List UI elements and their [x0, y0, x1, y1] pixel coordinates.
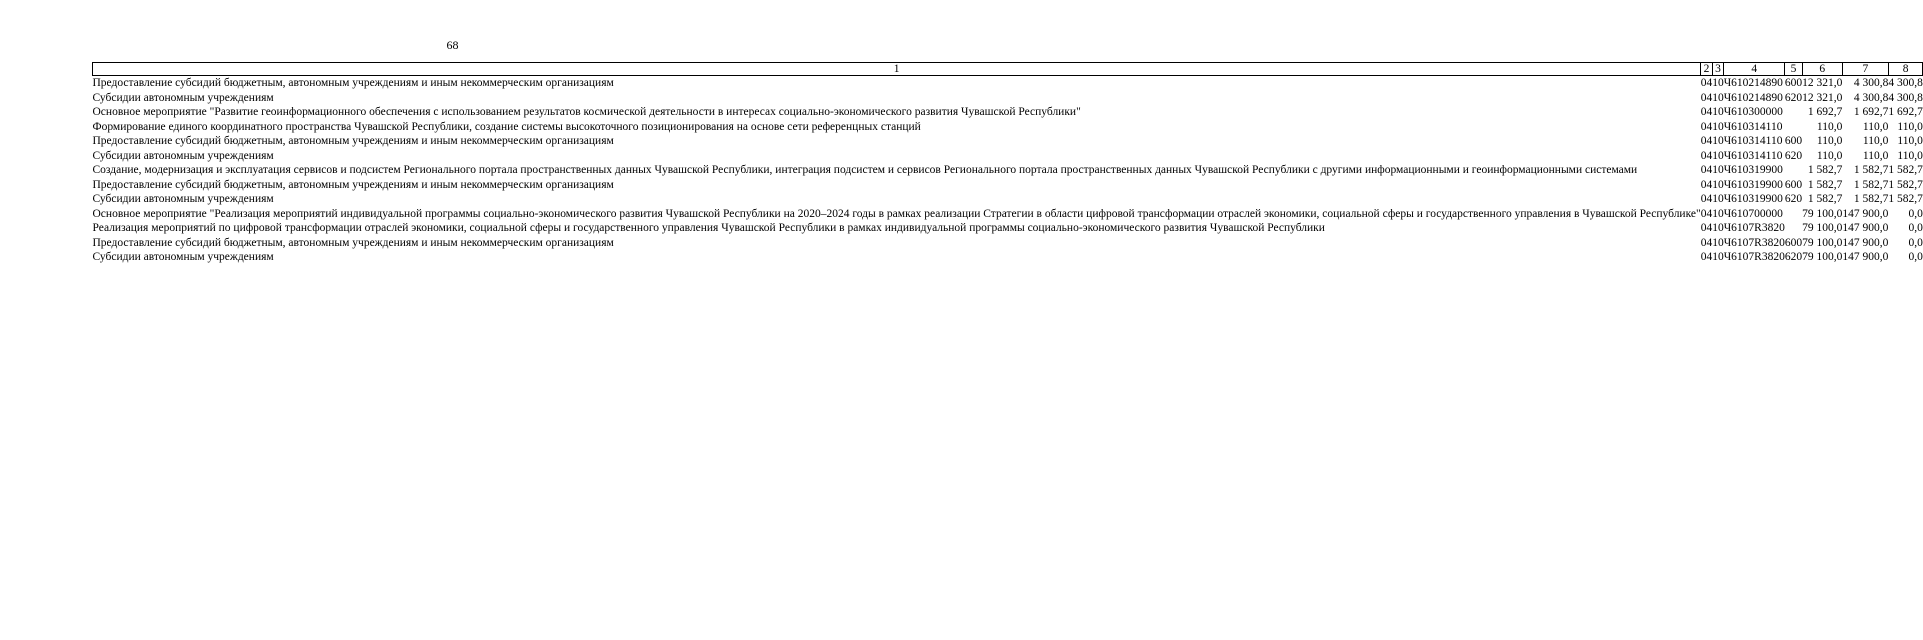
row-value-col6: 110,0 [1816, 135, 1843, 147]
row-value-col7: 110,0 [1862, 149, 1889, 162]
table-row [93, 120, 1923, 135]
row-target-article: Ч610319900 [1723, 193, 1783, 205]
row-subsection: 10 [1712, 149, 1724, 162]
row-section: 04 [1700, 251, 1713, 263]
header-col-4: 4 [1724, 63, 1785, 76]
row-name: Субсидии автономным учреждениям [92, 91, 274, 104]
row-value-col7: 1 582,7 [1853, 164, 1889, 176]
row-value-col7: 147 900,0 [1842, 207, 1889, 220]
row-value-col7: 1 582,7 [1853, 178, 1889, 191]
row-value-col7: 1 692,7 [1853, 106, 1889, 118]
row-value-col7: 110,0 [1862, 120, 1889, 133]
row-subsection: 10 [1712, 236, 1724, 249]
row-target-article: Ч610314110 [1723, 135, 1783, 147]
row-target-article: Ч610314110 [1723, 120, 1783, 133]
row-target-article: Ч610319900 [1723, 178, 1783, 191]
table-row [93, 207, 1923, 222]
row-section: 04 [1700, 77, 1713, 89]
header-row [93, 63, 1923, 76]
row-subsection: 10 [1712, 207, 1724, 220]
row-value-col7: 4 300,8 [1853, 77, 1889, 89]
row-value-col7: 110,0 [1862, 135, 1889, 147]
row-target-article: Ч6107R3820 [1723, 251, 1785, 263]
row-subsection: 10 [1712, 120, 1724, 133]
row-section: 04 [1700, 135, 1713, 147]
row-value-col6: 79 100,0 [1802, 207, 1843, 220]
row-section: 04 [1700, 91, 1713, 104]
table-row [93, 105, 1923, 120]
row-name: Предоставление субсидий бюджетным, автономным учреждениям и иным некоммерческим организациям [92, 178, 614, 191]
row-value-col6: 1 582,7 [1807, 178, 1843, 191]
row-section: 04 [1700, 178, 1713, 191]
row-subsection: 10 [1712, 178, 1724, 191]
row-section: 04 [1700, 164, 1713, 176]
budget-table [92, 62, 1923, 265]
row-name: Формирование единого координатного пространства Чувашской Республики, создание системы высокоточного позиционирования на основе сети референцных станций [92, 120, 921, 133]
row-expense-type: 620 [1784, 91, 1803, 104]
table-row [93, 91, 1923, 106]
row-name: Предоставление субсидий бюджетным, автономным учреждениям и иным некоммерческим организациям [92, 135, 614, 147]
row-name: Основное мероприятие "Реализация мероприятий индивидуальной программы социально-экономического развития Чувашской Республики на 2020–2024 годы в рамках реализации Стратегии в области цифровой трансформации отраслей экономики, социальной сферы и государственного управления в Чувашской Республике" [92, 207, 1701, 220]
row-expense-type: 620 [1784, 251, 1803, 263]
header-col-2: 2 [1701, 63, 1713, 76]
table-row [93, 178, 1923, 193]
row-expense-type: 620 [1784, 149, 1803, 162]
row-value-col8: 4 300,8 [1888, 91, 1923, 104]
header-col-1: 1 [93, 63, 1701, 76]
row-expense-type [1785, 207, 1802, 222]
row-name: Предоставление субсидий бюджетным, автономным учреждениям и иным некоммерческим организациям [92, 236, 614, 249]
row-value-col8: 0,0 [1908, 251, 1923, 263]
row-section: 04 [1700, 120, 1713, 133]
row-name: Субсидии автономным учреждениям [92, 149, 274, 162]
row-value-col6: 1 582,7 [1807, 193, 1843, 205]
header-col-3: 3 [1712, 63, 1724, 76]
row-section: 04 [1700, 207, 1713, 220]
row-value-col8: 110,0 [1897, 149, 1923, 162]
table-row [93, 250, 1923, 265]
row-value-col6: 79 100,0 [1802, 236, 1843, 249]
row-target-article: Ч6107R3820 [1723, 222, 1785, 234]
row-expense-type: 600 [1784, 236, 1803, 249]
row-subsection: 10 [1712, 164, 1724, 176]
row-expense-type: 600 [1784, 77, 1803, 89]
row-value-col8: 110,0 [1897, 135, 1923, 147]
row-value-col7: 1 582,7 [1853, 193, 1889, 205]
row-subsection: 10 [1712, 77, 1724, 89]
row-value-col6: 1 582,7 [1807, 164, 1843, 176]
row-value-col8: 1 582,7 [1888, 193, 1923, 205]
row-value-col8: 110,0 [1897, 120, 1923, 133]
row-value-col8: 1 582,7 [1888, 164, 1923, 176]
table-body [93, 76, 1923, 265]
row-value-col8: 1 692,7 [1888, 106, 1923, 118]
row-expense-type: 600 [1784, 135, 1803, 147]
row-value-col6: 1 692,7 [1807, 106, 1843, 118]
table-row [93, 163, 1923, 178]
row-subsection: 10 [1712, 251, 1724, 263]
row-target-article: Ч610700000 [1723, 207, 1783, 220]
table-header [93, 63, 1923, 76]
table-row [93, 236, 1923, 251]
row-section: 04 [1700, 222, 1713, 234]
row-expense-type [1785, 221, 1802, 236]
table-row [93, 192, 1923, 207]
table-row [93, 76, 1923, 91]
table-row [93, 134, 1923, 149]
row-expense-type [1785, 105, 1802, 120]
row-target-article: Ч610319900 [1723, 164, 1783, 176]
row-target-article: Ч6107R3820 [1723, 236, 1785, 249]
row-value-col7: 147 900,0 [1842, 251, 1889, 263]
row-value-col7: 147 900,0 [1842, 222, 1889, 234]
row-value-col6: 12 321,0 [1802, 77, 1843, 89]
row-value-col8: 4 300,8 [1888, 77, 1923, 89]
row-value-col8: 0,0 [1908, 222, 1923, 234]
row-target-article: Ч610300000 [1723, 106, 1783, 118]
row-name: Предоставление субсидий бюджетным, автономным учреждениям и иным некоммерческим организациям [92, 77, 614, 89]
row-target-article: Ч610214890 [1723, 77, 1783, 89]
row-name: Реализация мероприятий по цифровой трансформации отраслей экономики, социальной сферы и государственного управления Чувашской Республики в рамках индивидуальной программы социально-экономического развития Чувашской Республики [92, 222, 1325, 234]
row-name: Субсидии автономным учреждениям [92, 251, 274, 263]
row-subsection: 10 [1712, 222, 1724, 234]
row-name: Основное мероприятие "Развитие геоинформационного обеспечения с использованием результатов космической деятельности в интересах социально-экономического развития Чувашской Республики" [92, 106, 1081, 118]
header-col-5: 5 [1785, 63, 1802, 76]
row-value-col6: 110,0 [1816, 149, 1843, 162]
row-section: 04 [1700, 149, 1713, 162]
row-value-col8: 0,0 [1908, 207, 1923, 220]
row-section: 04 [1700, 236, 1713, 249]
row-subsection: 10 [1712, 106, 1724, 118]
row-target-article: Ч610314110 [1723, 149, 1783, 162]
page-number: 68 [446, 38, 459, 52]
header-col-8: 8 [1888, 63, 1923, 76]
row-name: Субсидии автономным учреждениям [92, 193, 274, 205]
row-value-col8: 1 582,7 [1888, 178, 1923, 191]
row-value-col8: 0,0 [1908, 236, 1923, 249]
row-value-col7: 147 900,0 [1842, 236, 1889, 249]
row-section: 04 [1700, 106, 1713, 118]
row-target-article: Ч610214890 [1723, 91, 1783, 104]
row-name: Создание, модернизация и эксплуатация сервисов и подсистем Регионального портала пространственных данных Чувашской Республики, интеграция подсистем и сервисов Регионального портала пространственных данных Чувашской Республики с другими информационными и геоинформационными системами [92, 164, 1638, 176]
row-value-col6: 79 100,0 [1802, 222, 1843, 234]
row-value-col7: 4 300,8 [1853, 91, 1889, 104]
row-subsection: 10 [1712, 91, 1724, 104]
row-expense-type [1785, 163, 1802, 178]
row-value-col6: 12 321,0 [1802, 91, 1843, 104]
table-row [93, 221, 1923, 236]
header-col-7: 7 [1842, 63, 1888, 76]
row-expense-type: 620 [1784, 193, 1803, 205]
header-col-6: 6 [1802, 63, 1842, 76]
row-subsection: 10 [1712, 193, 1724, 205]
row-section: 04 [1700, 193, 1713, 205]
row-value-col6: 79 100,0 [1802, 251, 1843, 263]
table-row [93, 149, 1923, 164]
row-expense-type: 600 [1784, 178, 1803, 191]
row-value-col6: 110,0 [1816, 120, 1843, 133]
row-expense-type [1785, 120, 1802, 135]
row-subsection: 10 [1712, 135, 1724, 147]
